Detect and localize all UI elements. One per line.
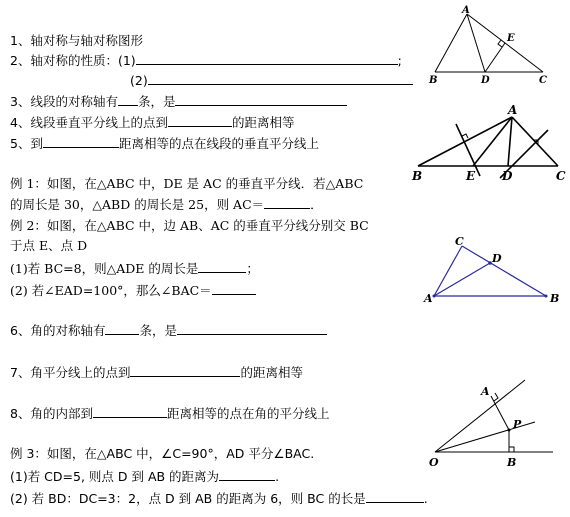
item-6-blank-1[interactable] — [105, 322, 139, 335]
item-1: 1、轴对称与轴对称图形 — [10, 33, 143, 48]
item-6 — [10, 322, 327, 339]
fig2-label-e: E — [466, 169, 476, 183]
figure-3-triangle — [420, 234, 565, 306]
figure-4-angle — [425, 378, 560, 468]
fig4-right-angle-mark-1 — [494, 393, 498, 401]
fig3-point-a — [433, 295, 436, 298]
item-6-blank-2[interactable] — [177, 322, 327, 335]
item-6-label-2: 条，是 — [139, 323, 177, 338]
item-8 — [10, 405, 329, 422]
fig4-ray-oa — [435, 380, 525, 452]
example-2-line-1: 例 2：如图，在△ABC 中，边 AB、AC 的垂直平分线分别交 BC — [10, 218, 369, 233]
example-2-q1-end: ； — [246, 261, 259, 276]
figure-1-triangle — [425, 4, 555, 88]
example-3-line-1: 例 3：如图，在△ABC 中，∠C=90°，AD 平分∠BAC. — [10, 446, 315, 461]
fig1-label-a: A — [462, 5, 470, 16]
example-2-line-2: 于点 E、点 D — [10, 238, 88, 253]
fig4-label-a: A — [481, 385, 490, 398]
item-7 — [10, 364, 303, 381]
fig1-label-d: D — [481, 75, 490, 86]
fig4-point-p — [508, 429, 511, 432]
item-4 — [10, 114, 294, 131]
item-3-blank-1[interactable] — [118, 93, 138, 106]
fig3-side-ca — [434, 246, 462, 296]
fig4-label-b: B — [507, 456, 517, 468]
fig3-label-a: A — [424, 292, 433, 305]
fig3-point-b — [545, 295, 548, 298]
example-3-q1-blank[interactable] — [219, 468, 275, 481]
example-2-q1-text: (1)若 BC=8，则△ADE 的周长是 — [10, 261, 199, 276]
item-5 — [10, 135, 319, 152]
fig1-label-b: B — [429, 75, 438, 86]
item-2-blank-1[interactable] — [136, 52, 398, 65]
fig2-label-d: D — [502, 169, 513, 183]
fig3-side-cb — [462, 246, 546, 296]
item-3 — [10, 93, 347, 110]
item-6-label: 6、角的对称轴有 — [10, 323, 106, 338]
fig3-label-d: D — [492, 252, 502, 265]
item-3-blank-2[interactable] — [175, 93, 347, 106]
example-3-q1-end: . — [275, 469, 280, 484]
item-4-blank[interactable] — [168, 114, 232, 127]
example-2-q1-blank[interactable] — [198, 260, 246, 273]
fig3-segment-ad — [434, 263, 490, 296]
item-2-label-2: (2) — [130, 73, 148, 88]
example-2-question-1 — [10, 260, 259, 277]
item-8-blank[interactable] — [93, 405, 167, 418]
fig4-segment-ap — [491, 396, 509, 430]
fig2-segment-ad — [508, 117, 512, 166]
fig2-label-a: A — [508, 104, 518, 117]
item-8-label: 8、角的内部到 — [10, 406, 93, 421]
fig3-label-b: B — [550, 292, 560, 305]
fig2-label-c: C — [556, 169, 566, 183]
fig3-label-c: C — [455, 235, 464, 248]
example-3-question-1 — [10, 468, 279, 485]
example-1-text: 的周长是 30，△ABD 的周长是 25，则 AC＝ — [10, 197, 265, 212]
example-3-question-2 — [10, 490, 428, 507]
fig1-side-ab — [435, 14, 467, 72]
example-3-q2-text: (2) 若 BD：DC=3：2，点 D 到 AB 的距离为 6，则 BC 的长是 — [10, 491, 366, 506]
item-5-blank[interactable] — [43, 135, 119, 148]
example-3-q2-blank[interactable] — [366, 490, 424, 503]
figure-2-triangle — [410, 104, 570, 184]
example-2-question-2 — [10, 282, 256, 299]
fig1-label-c: C — [539, 75, 547, 86]
item-3-label-2: 条，是 — [137, 94, 176, 109]
item-4-label: 4、线段垂直平分线上的点到 — [10, 115, 168, 130]
fig1-right-angle-mark — [498, 40, 502, 47]
example-3-q1-text: (1)若 CD=5, 则点 D 到 AB 的距离为 — [10, 469, 220, 484]
fig4-label-o: O — [429, 456, 439, 468]
example-1-blank[interactable] — [264, 196, 310, 209]
item-2-label: 2、轴对称的性质：(1) — [10, 53, 136, 68]
example-2-q2-blank[interactable] — [212, 282, 256, 295]
fig1-label-e: E — [507, 33, 515, 44]
item-5-label: 5、到 — [10, 136, 43, 151]
example-1-line-1: 例 1：如图，在△ABC 中，DE 是 AC 的垂直平分线．若△ABC — [10, 176, 364, 191]
fig1-segment-de — [485, 43, 505, 72]
item-5-label-2: 距离相等的点在线段的垂直平分线上 — [118, 136, 319, 151]
item-2: 2、轴对称的性质：(1) ; — [10, 53, 402, 68]
fig2-segment-ae — [473, 117, 512, 166]
item-7-label: 7、角平分线上的点到 — [10, 365, 131, 380]
fig1-segment-ad — [467, 14, 485, 72]
item-4-label-2: 的距离相等 — [231, 115, 295, 130]
fig2-side-ab — [418, 117, 512, 166]
fig4-right-angle-mark-2 — [509, 447, 514, 452]
item-7-blank[interactable] — [130, 364, 240, 377]
item-2-part-2 — [130, 72, 413, 89]
fig2-label-b: B — [412, 169, 423, 183]
example-1-period: ． — [310, 197, 323, 212]
item-2-blank-2[interactable] — [148, 72, 413, 85]
fig4-label-p: P — [513, 418, 522, 431]
example-1-line-2 — [10, 196, 323, 213]
item-3-label: 3、线段的对称轴有 — [10, 94, 118, 109]
example-2-q2-text: (2) 若∠EAD=100°，那么∠BAC＝ — [10, 283, 212, 298]
item-8-label-2: 距离相等的点在角的平分线上 — [166, 406, 330, 421]
item-7-label-2: 的距离相等 — [240, 365, 303, 380]
example-3-q2-end: . — [423, 491, 428, 506]
